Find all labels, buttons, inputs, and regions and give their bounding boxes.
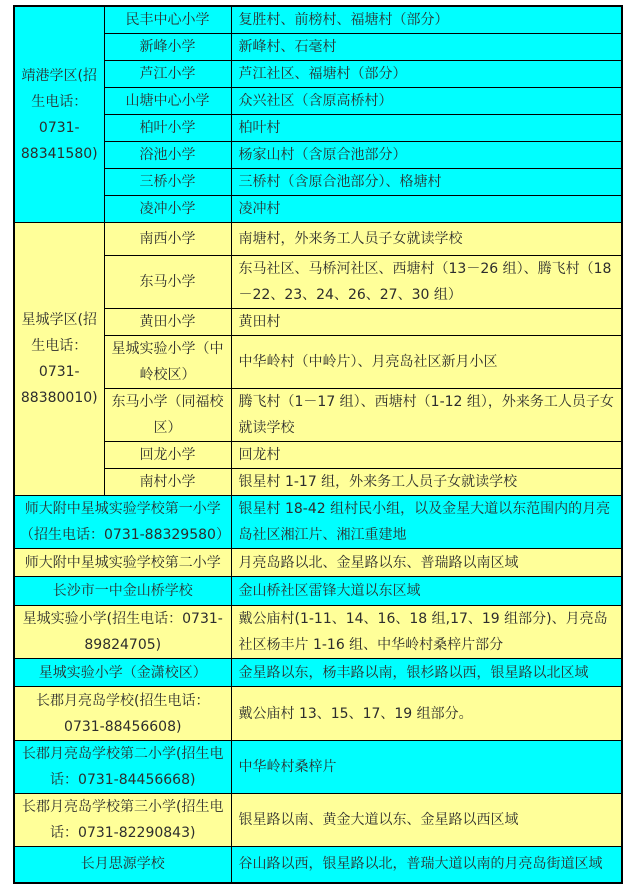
school-cell: 星城实验小学（中岭校区） [104, 336, 231, 389]
table-row [14, 847, 622, 883]
school-cell: 星城实验小学(招生电话：0731-89824705) [14, 606, 231, 659]
table-container [13, 5, 623, 884]
school-cell: 民丰中心小学 [104, 6, 231, 34]
table-row [14, 549, 622, 577]
area-cell: 戴公庙村(1-11、14、16、18 组,17、19 组部分)、月亮岛社区杨丰片 1-16 组、中华岭村桑梓片部分 [231, 606, 622, 659]
table-row [14, 741, 622, 794]
area-cell: 金山桥社区雷锋大道以东区域 [231, 577, 622, 606]
table-row [14, 196, 622, 223]
area-cell: 腾飞村（1－17 组）、西塘村（1-12 组），外来务工人员子女就读学校 [231, 389, 622, 442]
table-row [14, 442, 622, 469]
area-cell: 众兴社区（含原高桥村） [231, 88, 622, 115]
table-row [14, 687, 622, 741]
area-cell: 芦江社区、福塘村（部分） [231, 61, 622, 88]
school-cell: 回龙小学 [104, 442, 231, 469]
area-cell: 南塘村，外来务工人员子女就读学校 [231, 223, 622, 256]
area-cell: 柏叶村 [231, 115, 622, 142]
area-cell: 复胜村、前榜村、福塘村（部分） [231, 6, 622, 34]
area-cell: 金星路以东，杨丰路以南，银杉路以西，银星路以北区域 [231, 659, 622, 687]
area-cell: 中华岭村（中岭片）、月亮岛社区新月小区 [231, 336, 622, 389]
area-cell: 黄田村 [231, 309, 622, 336]
school-cell: 山塘中心小学 [104, 88, 231, 115]
area-cell: 月亮岛路以北、金星路以东、普瑞路以南区域 [231, 549, 622, 577]
school-cell: 长郡月亮岛学校(招生电话：0731-88456608) [14, 687, 231, 741]
school-cell: 浴池小学 [104, 142, 231, 169]
table-row [14, 61, 622, 88]
table-row [14, 469, 622, 496]
school-district-table [13, 5, 623, 884]
area-cell: 凌冲村 [231, 196, 622, 223]
table-row [14, 142, 622, 169]
school-cell: 南村小学 [104, 469, 231, 496]
table-row [14, 336, 622, 389]
school-cell: 长郡月亮岛学校第三小学(招生电话：0731-82290843) [14, 794, 231, 847]
table-row [14, 34, 622, 61]
table-row [14, 606, 622, 659]
school-cell: 长郡月亮岛学校第二小学(招生电话：0731-84456668) [14, 741, 231, 794]
area-cell: 回龙村 [231, 442, 622, 469]
school-cell: 三桥小学 [104, 169, 231, 196]
area-cell: 中华岭村桑梓片 [231, 741, 622, 794]
area-cell: 新峰村、石毫村 [231, 34, 622, 61]
table-row [14, 659, 622, 687]
table-row [14, 496, 622, 549]
area-cell: 银星路以南、黄金大道以东、金星路以西区域 [231, 794, 622, 847]
school-cell: 师大附中星城实验学校第二小学 [14, 549, 231, 577]
school-cell: 黄田小学 [104, 309, 231, 336]
table-row [14, 794, 622, 847]
table-row [14, 115, 622, 142]
area-cell: 三桥村（含原合池部分）、格塘村 [231, 169, 622, 196]
area-cell: 东马社区、马桥河社区、西塘村（13－26 组）、腾飞村（18－22、23、24、26、27、30 组） [231, 256, 622, 309]
school-cell: 星城实验小学（金潇校区） [14, 659, 231, 687]
area-cell: 杨家山村（含原合池部分） [231, 142, 622, 169]
area-cell: 银星村 1-17 组，外来务工人员子女就读学校 [231, 469, 622, 496]
area-cell: 银星村 18-42 组村民小组，以及金星大道以东范围内的月亮岛社区湘江片、湘江重建地 [231, 496, 622, 549]
school-cell: 长沙市一中金山桥学校 [14, 577, 231, 606]
table-row [14, 169, 622, 196]
school-cell: 长月思源学校 [14, 847, 231, 883]
table-row [14, 6, 622, 34]
district-cell: 星城学区(招生电话：0731-88380010) [14, 223, 104, 496]
school-cell: 凌冲小学 [104, 196, 231, 223]
table-row [14, 309, 622, 336]
table-row [14, 389, 622, 442]
school-cell: 东马小学 [104, 256, 231, 309]
district-cell: 靖港学区(招生电话：0731-88341580) [14, 6, 104, 223]
table-row [14, 256, 622, 309]
school-cell: 新峰小学 [104, 34, 231, 61]
school-cell: 师大附中星城实验学校第一小学（招生电话：0731-88329580） [14, 496, 231, 549]
area-cell: 谷山路以西，银星路以北，普瑞大道以南的月亮岛街道区域 [231, 847, 622, 883]
area-cell: 戴公庙村 13、15、17、19 组部分。 [231, 687, 622, 741]
school-cell: 芦江小学 [104, 61, 231, 88]
table-row [14, 88, 622, 115]
table-row [14, 577, 622, 606]
school-cell: 柏叶小学 [104, 115, 231, 142]
school-cell: 东马小学（同福校区） [104, 389, 231, 442]
table-row [14, 223, 622, 256]
school-cell: 南西小学 [104, 223, 231, 256]
